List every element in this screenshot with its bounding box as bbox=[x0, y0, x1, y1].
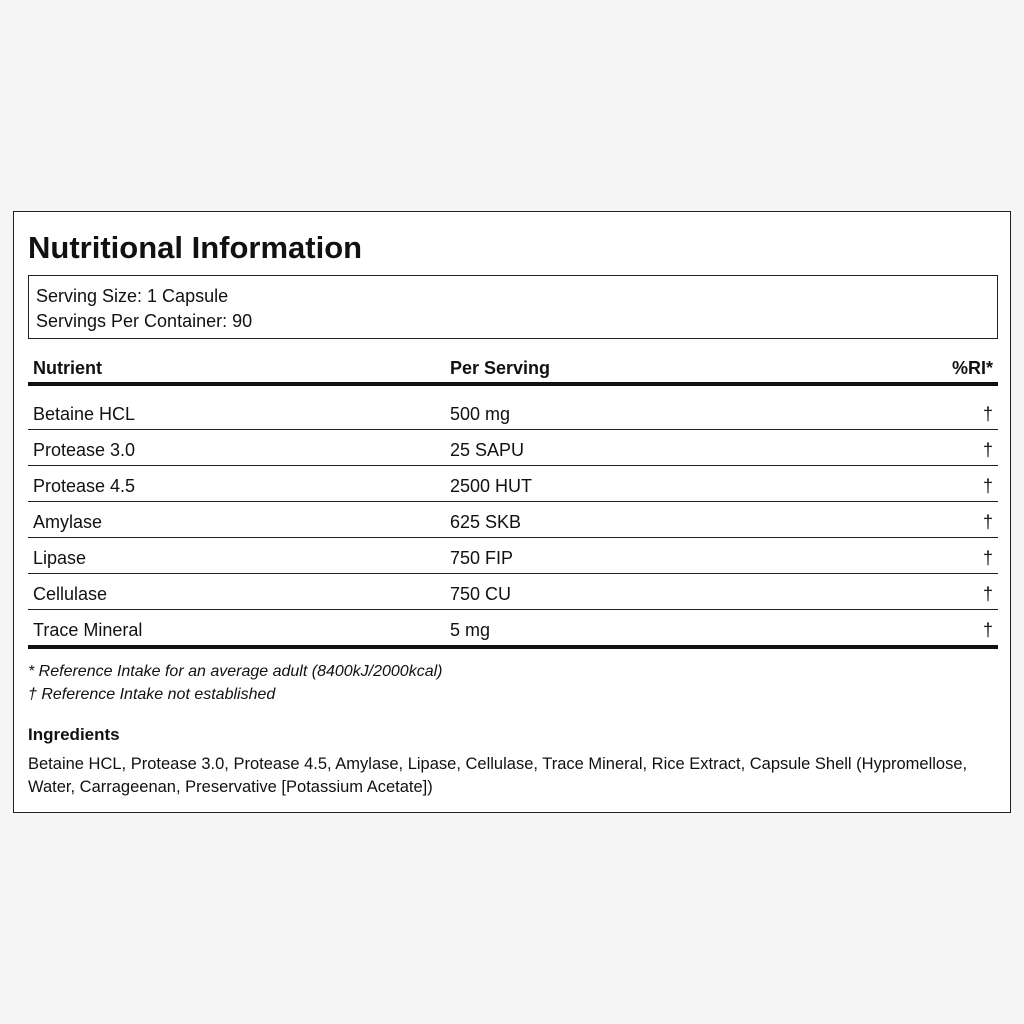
nutrient-name: Trace Mineral bbox=[33, 620, 143, 640]
table-row bbox=[28, 502, 998, 538]
nutrient-name: Lipase bbox=[33, 548, 87, 568]
nutrient-ri: † bbox=[982, 404, 993, 424]
table-row bbox=[28, 430, 998, 466]
ingredients-heading: Ingredients bbox=[28, 725, 120, 744]
nutrient-table bbox=[28, 352, 998, 649]
table-header bbox=[28, 352, 998, 386]
serving-size: Serving Size: 1 Capsule bbox=[36, 286, 229, 306]
nutrient-ri: † bbox=[982, 620, 993, 640]
nutrient-name: Betaine HCL bbox=[33, 404, 136, 424]
header-gap bbox=[28, 386, 998, 394]
nutrient-amount: 750 FIP bbox=[450, 548, 514, 568]
ingredients-list: Betaine HCL, Protease 3.0, Protease 4.5, Amylase, Lipase, Cellulase, Trace Mineral, Rice Extract, Capsule Shell (Hypromellose, Water, Carrageenan, Preservative [Potassium Acetate]) bbox=[28, 755, 968, 796]
nutrient-amount: 5 mg bbox=[450, 620, 491, 640]
servings-per-container: Servings Per Container: 90 bbox=[36, 310, 253, 331]
header-per-serving: Per Serving bbox=[450, 358, 551, 378]
table-row bbox=[28, 538, 998, 574]
nutrient-ri: † bbox=[982, 512, 993, 532]
nutrient-ri: † bbox=[982, 584, 993, 604]
nutrient-amount: 625 SKB bbox=[450, 512, 522, 532]
table-row bbox=[28, 574, 998, 610]
nutrient-amount: 500 mg bbox=[450, 404, 511, 424]
footnotes bbox=[28, 660, 442, 706]
nutrient-amount: 750 CU bbox=[450, 584, 512, 604]
nutrition-panel bbox=[13, 211, 1011, 813]
footnote-reference-intake: * Reference Intake for an average adult (8400kJ/2000kcal) bbox=[28, 663, 443, 680]
serving-info-box bbox=[28, 275, 998, 339]
nutrient-ri: † bbox=[982, 548, 993, 568]
nutrient-name: Cellulase bbox=[33, 584, 108, 604]
nutrient-amount: 25 SAPU bbox=[450, 440, 525, 460]
nutrient-ri: † bbox=[982, 440, 993, 460]
table-row bbox=[28, 610, 998, 649]
header-nutrient: Nutrient bbox=[33, 358, 102, 378]
table-row bbox=[28, 394, 998, 430]
page-title: Nutritional Information bbox=[28, 230, 363, 265]
footnote-not-established: † Reference Intake not established bbox=[28, 686, 276, 703]
nutrient-amount: 2500 HUT bbox=[450, 476, 533, 496]
nutrient-name: Protease 3.0 bbox=[33, 440, 136, 460]
header-ri: %RI* bbox=[951, 358, 993, 378]
nutrient-name: Amylase bbox=[33, 512, 103, 532]
nutrient-ri: † bbox=[982, 476, 993, 496]
table-row bbox=[28, 466, 998, 502]
nutrient-name: Protease 4.5 bbox=[33, 476, 136, 496]
